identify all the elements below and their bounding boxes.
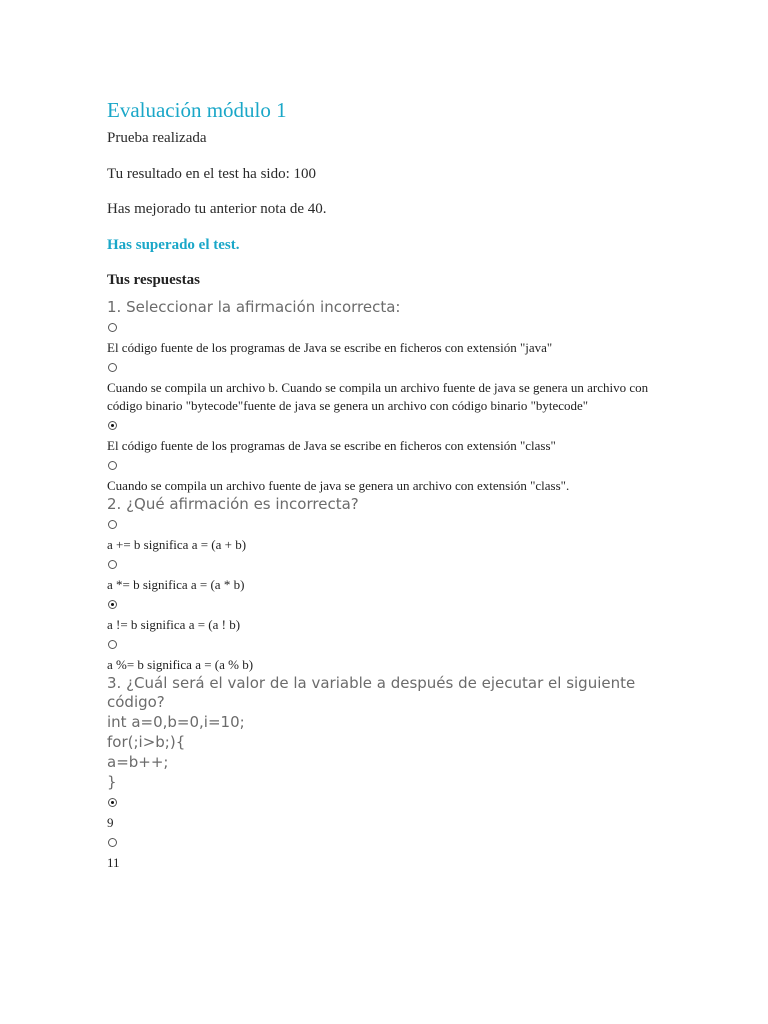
option-label: 11 [107, 855, 120, 870]
code-line: for(;i>b;){ [107, 733, 186, 751]
question-text: 2. ¿Qué afirmación es incorrecta? [107, 495, 359, 513]
answers-heading: Tus respuestas [107, 272, 200, 288]
answer-option[interactable] [107, 838, 667, 872]
answer-option[interactable] [107, 363, 667, 415]
answer-option[interactable] [107, 560, 667, 594]
radio-button[interactable] [108, 461, 117, 470]
answer-option[interactable] [107, 520, 667, 554]
answer-option[interactable] [107, 798, 667, 832]
answer-option[interactable] [107, 600, 667, 634]
option-label: El código fuente de los programas de Java se escribe en ficheros con extensión "java" [107, 340, 553, 355]
page-title: Evaluación módulo 1 [107, 98, 287, 122]
radio-button[interactable] [108, 520, 117, 529]
answer-option[interactable] [107, 421, 667, 455]
code-line: } [107, 773, 117, 791]
radio-button[interactable] [108, 323, 117, 332]
radio-button[interactable] [108, 640, 117, 649]
answer-option[interactable] [107, 323, 667, 357]
option-label: El código fuente de los programas de Java se escribe en ficheros con extensión "class" [107, 438, 556, 453]
status-text: Prueba realizada [107, 130, 207, 146]
evaluation-page [107, 96, 667, 872]
answer-option[interactable] [107, 461, 667, 495]
answer-option[interactable] [107, 640, 667, 674]
question-3 [107, 674, 667, 872]
passed-message: Has superado el test. [107, 237, 240, 253]
question-text: 3. ¿Cuál será el valor de la variable a después de ejecutar el siguiente código? [107, 674, 636, 711]
question-1 [107, 298, 667, 495]
radio-button[interactable] [108, 560, 117, 569]
radio-button[interactable] [108, 838, 117, 847]
radio-button[interactable] [108, 363, 117, 372]
question-2 [107, 495, 667, 674]
option-label: 9 [107, 815, 114, 830]
improvement-text: Has mejorado tu anterior nota de 40. [107, 201, 327, 217]
option-label: Cuando se compila un archivo fuente de java se genera un archivo con extensión "class". [107, 478, 570, 493]
option-label: a %= b significa a = (a % b) [107, 657, 254, 672]
radio-button-selected[interactable] [108, 421, 117, 430]
option-label: a != b significa a = (a ! b) [107, 617, 241, 632]
question-text: 1. Seleccionar la afirmación incorrecta: [107, 298, 401, 316]
code-line: a=b++; [107, 753, 169, 771]
radio-button-selected[interactable] [108, 600, 117, 609]
option-label: a += b significa a = (a + b) [107, 537, 247, 552]
option-label: a *= b significa a = (a * b) [107, 577, 245, 592]
option-label: Cuando se compila un archivo b. Cuando se compila un archivo fuente de java se genera un archivo con código binario "bytecode"fuente de java se genera un archivo con código binario "bytecode" [107, 380, 649, 413]
result-text: Tu resultado en el test ha sido: 100 [107, 166, 317, 182]
radio-button-selected[interactable] [108, 798, 117, 807]
code-line: int a=0,b=0,i=10; [107, 713, 245, 731]
